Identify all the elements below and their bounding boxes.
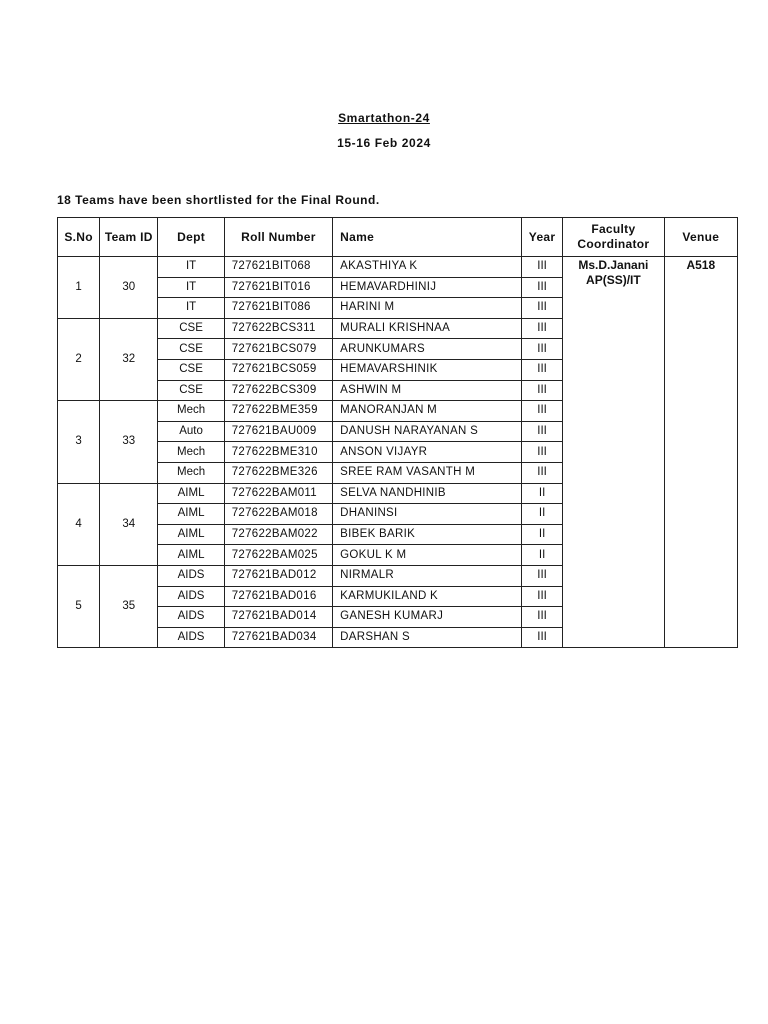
year-cell: III <box>522 380 563 401</box>
roll-number-cell: 727621BAU009 <box>224 421 332 442</box>
dept-cell: AIDS <box>158 607 224 628</box>
event-date: 15-16 Feb 2024 <box>337 136 431 150</box>
roll-number-cell: 727621BIT086 <box>224 298 332 319</box>
sno-cell: 2 <box>58 318 100 400</box>
roll-number-cell: 727622BAM018 <box>224 504 332 525</box>
faculty-role: AP(SS)/IT <box>586 273 641 287</box>
dept-cell: CSE <box>158 359 224 380</box>
name-cell: MANORANJAN M <box>333 401 522 422</box>
year-cell: II <box>522 545 563 566</box>
dept-cell: AIML <box>158 504 224 525</box>
dept-cell: Mech <box>158 401 224 422</box>
roll-number-cell: 727622BME310 <box>224 442 332 463</box>
year-cell: III <box>522 607 563 628</box>
column-header-sno: S.No <box>58 218 100 257</box>
table-body <box>58 257 738 648</box>
dept-cell: IT <box>158 277 224 298</box>
dept-cell: Mech <box>158 462 224 483</box>
dept-cell: CSE <box>158 380 224 401</box>
name-cell: DANUSH NARAYANAN S <box>333 421 522 442</box>
roll-number-cell: 727622BCS309 <box>224 380 332 401</box>
team-id-cell: 32 <box>100 318 158 400</box>
roll-number-cell: 727622BME359 <box>224 401 332 422</box>
name-cell: HEMAVARDHINIJ <box>333 277 522 298</box>
column-header-year: Year <box>522 218 563 257</box>
faculty-name: Ms.D.Janani <box>578 258 649 272</box>
name-cell: HEMAVARSHINIK <box>333 359 522 380</box>
year-cell: III <box>522 421 563 442</box>
name-cell: NIRMALR <box>333 565 522 586</box>
year-cell: II <box>522 504 563 525</box>
sno-cell: 3 <box>58 401 100 483</box>
team-id-cell: 30 <box>100 257 158 319</box>
dept-cell: Mech <box>158 442 224 463</box>
year-cell: III <box>522 257 563 278</box>
name-cell: SELVA NANDHINIB <box>333 483 522 504</box>
name-cell: BIBEK BARIK <box>333 524 522 545</box>
name-cell: ASHWIN M <box>333 380 522 401</box>
table-row <box>58 257 738 278</box>
dept-cell: AIDS <box>158 627 224 648</box>
roll-number-cell: 727621BAD012 <box>224 565 332 586</box>
name-cell: ARUNKUMARS <box>333 339 522 360</box>
team-id-cell: 34 <box>100 483 158 565</box>
roll-number-cell: 727622BAM025 <box>224 545 332 566</box>
column-header-roll-number: Roll Number <box>224 218 332 257</box>
column-header-team-id: Team ID <box>100 218 158 257</box>
column-header-faculty-coordinator: Faculty Coordinator <box>563 218 664 257</box>
column-header-name: Name <box>333 218 522 257</box>
team-id-cell: 33 <box>100 401 158 483</box>
name-cell: KARMUKILAND K <box>333 586 522 607</box>
name-cell: AKASTHIYA K <box>333 257 522 278</box>
year-cell: III <box>522 298 563 319</box>
name-cell: GOKUL K M <box>333 545 522 566</box>
document-title-text: Smartathon-24 <box>338 111 430 125</box>
column-header-venue: Venue <box>664 218 737 257</box>
sno-cell: 1 <box>58 257 100 319</box>
dept-cell: AIML <box>158 483 224 504</box>
dept-cell: AIML <box>158 545 224 566</box>
year-cell: III <box>522 401 563 422</box>
roll-number-cell: 727621BIT016 <box>224 277 332 298</box>
roll-number-cell: 727621BAD014 <box>224 607 332 628</box>
roll-number-cell: 727621BIT068 <box>224 257 332 278</box>
column-header-dept: Dept <box>158 218 224 257</box>
dept-cell: IT <box>158 257 224 278</box>
year-cell: III <box>522 627 563 648</box>
sno-cell: 5 <box>58 565 100 647</box>
roll-number-cell: 727622BAM022 <box>224 524 332 545</box>
year-cell: II <box>522 524 563 545</box>
dept-cell: AIML <box>158 524 224 545</box>
name-cell: ANSON VIJAYR <box>333 442 522 463</box>
venue-cell: A518 <box>664 257 737 648</box>
shortlist-table <box>57 217 738 648</box>
name-cell: DARSHAN S <box>333 627 522 648</box>
name-cell: HARINI M <box>333 298 522 319</box>
roll-number-cell: 727622BAM011 <box>224 483 332 504</box>
sno-cell: 4 <box>58 483 100 565</box>
dept-cell: IT <box>158 298 224 319</box>
year-cell: III <box>522 277 563 298</box>
year-cell: III <box>522 586 563 607</box>
year-cell: III <box>522 359 563 380</box>
roll-number-cell: 727621BCS059 <box>224 359 332 380</box>
roll-number-cell: 727621BAD034 <box>224 627 332 648</box>
table-header-row <box>58 218 738 257</box>
year-cell: III <box>522 442 563 463</box>
roll-number-cell: 727622BME326 <box>224 462 332 483</box>
dept-cell: AIDS <box>158 586 224 607</box>
name-cell: MURALI KRISHNAA <box>333 318 522 339</box>
roll-number-cell: 727621BCS079 <box>224 339 332 360</box>
year-cell: III <box>522 339 563 360</box>
document-title <box>0 111 768 125</box>
shortlist-note: 18 Teams have been shortlisted for the Final Round. <box>57 193 380 207</box>
name-cell: GANESH KUMARJ <box>333 607 522 628</box>
roll-number-cell: 727622BCS311 <box>224 318 332 339</box>
name-cell: DHANINSI <box>333 504 522 525</box>
dept-cell: CSE <box>158 318 224 339</box>
year-cell: III <box>522 462 563 483</box>
dept-cell: AIDS <box>158 565 224 586</box>
faculty-coordinator-cell <box>563 257 664 648</box>
year-cell: II <box>522 483 563 504</box>
roll-number-cell: 727621BAD016 <box>224 586 332 607</box>
year-cell: III <box>522 318 563 339</box>
dept-cell: Auto <box>158 421 224 442</box>
dept-cell: CSE <box>158 339 224 360</box>
name-cell: SREE RAM VASANTH M <box>333 462 522 483</box>
year-cell: III <box>522 565 563 586</box>
team-id-cell: 35 <box>100 565 158 647</box>
